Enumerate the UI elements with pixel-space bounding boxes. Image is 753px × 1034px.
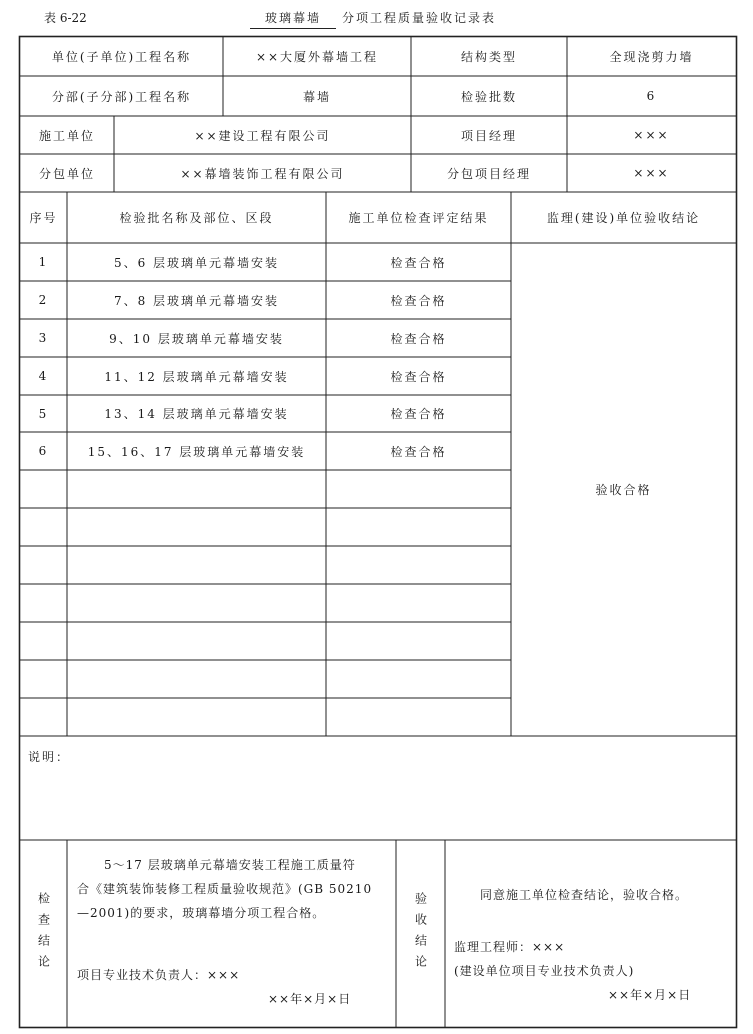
- accept-conclusion-label-text: 验收结论: [413, 892, 428, 976]
- column-header-batch: 检验批名称及部位、区段: [119, 211, 274, 225]
- check-conclusion-label: [20, 840, 67, 1028]
- structure-type-label: 结构类型: [460, 50, 517, 64]
- column-header-supervisor-result: 监理(建设)单位验收结论: [546, 211, 701, 225]
- supervisor-conclusion: 验收合格: [595, 483, 652, 497]
- form-code: 表 6-22: [44, 11, 87, 25]
- subcontractor-value: ××幕墙装饰工程有限公司: [180, 166, 345, 181]
- row-batch: 13、14 层玻璃单元幕墙安装: [104, 407, 289, 421]
- row-batch: 15、16、17 层玻璃单元幕墙安装: [87, 444, 306, 459]
- subcontractor-label: 分包单位: [38, 166, 95, 181]
- row-batch: 9、10 层玻璃单元幕墙安装: [109, 331, 284, 346]
- accept-text: 同意施工单位检查结论，验收合格。: [480, 888, 689, 902]
- column-header-contractor-result: 施工单位检查评定结果: [348, 211, 489, 225]
- sub-manager-value: ×××: [633, 166, 670, 180]
- row-seq: 4: [38, 369, 49, 383]
- unit-project-value: ××大厦外幕墙工程: [255, 50, 379, 64]
- row-seq: 2: [38, 293, 49, 307]
- sub-manager-label: 分包项目经理: [446, 166, 531, 181]
- row-result: 检查合格: [390, 369, 447, 384]
- accept-date: ××年×月×日: [608, 988, 692, 1002]
- row-result: 检查合格: [390, 331, 447, 346]
- row-batch: 11、12 层玻璃单元幕墙安装: [104, 369, 289, 384]
- row-seq: 3: [38, 331, 49, 345]
- batch-count-value: 6: [646, 89, 657, 103]
- row-result: 检查合格: [390, 255, 447, 270]
- accept-engineer-note: (建设单位项目专业技术负责人): [454, 964, 635, 978]
- accept-engineer: 监理工程师：×××: [454, 940, 566, 954]
- row-batch: 5、6 层玻璃单元幕墙安装: [113, 255, 280, 270]
- project-manager-value: ×××: [633, 128, 670, 142]
- project-manager-label: 项目经理: [460, 128, 517, 143]
- check-date: ××年×月×日: [268, 992, 352, 1006]
- contractor-value: ××建设工程有限公司: [194, 128, 331, 143]
- check-text-line-1: 5～17 层玻璃单元幕墙安装工程施工质量符: [104, 858, 356, 872]
- column-header-seq: 序号: [29, 211, 58, 225]
- accept-conclusion-label: [396, 840, 445, 1028]
- contractor-label: 施工单位: [38, 128, 95, 143]
- row-seq: 5: [38, 406, 49, 421]
- subitem-name-field: 玻璃幕墙: [250, 8, 336, 29]
- division-value: 幕墙: [302, 89, 331, 104]
- notes-label: 说明：: [28, 750, 71, 764]
- check-conclusion-label-text: 检查结论: [36, 892, 51, 976]
- check-text-line-3: —2001)的要求，玻璃幕墙分项工程合格。: [77, 906, 326, 920]
- row-result: 检查合格: [390, 407, 447, 421]
- row-batch: 7、8 层玻璃单元幕墙安装: [113, 293, 280, 308]
- row-seq: 1: [38, 255, 49, 269]
- form-title: 分项工程质量验收记录表: [342, 11, 497, 25]
- row-result: 检查合格: [390, 293, 447, 308]
- batch-count-label: 检验批数: [460, 89, 517, 104]
- check-signer: 项目专业技术负责人：×××: [77, 968, 241, 982]
- division-label: 分部(子分部)工程名称: [51, 89, 192, 104]
- row-seq: 6: [38, 444, 49, 458]
- unit-project-label: 单位(子单位)工程名称: [51, 50, 192, 64]
- row-result: 检查合格: [390, 444, 447, 459]
- check-text-line-2: 合《建筑装饰装修工程质量验收规范》(GB 50210: [77, 882, 373, 896]
- structure-type-value: 全现浇剪力墙: [609, 50, 694, 64]
